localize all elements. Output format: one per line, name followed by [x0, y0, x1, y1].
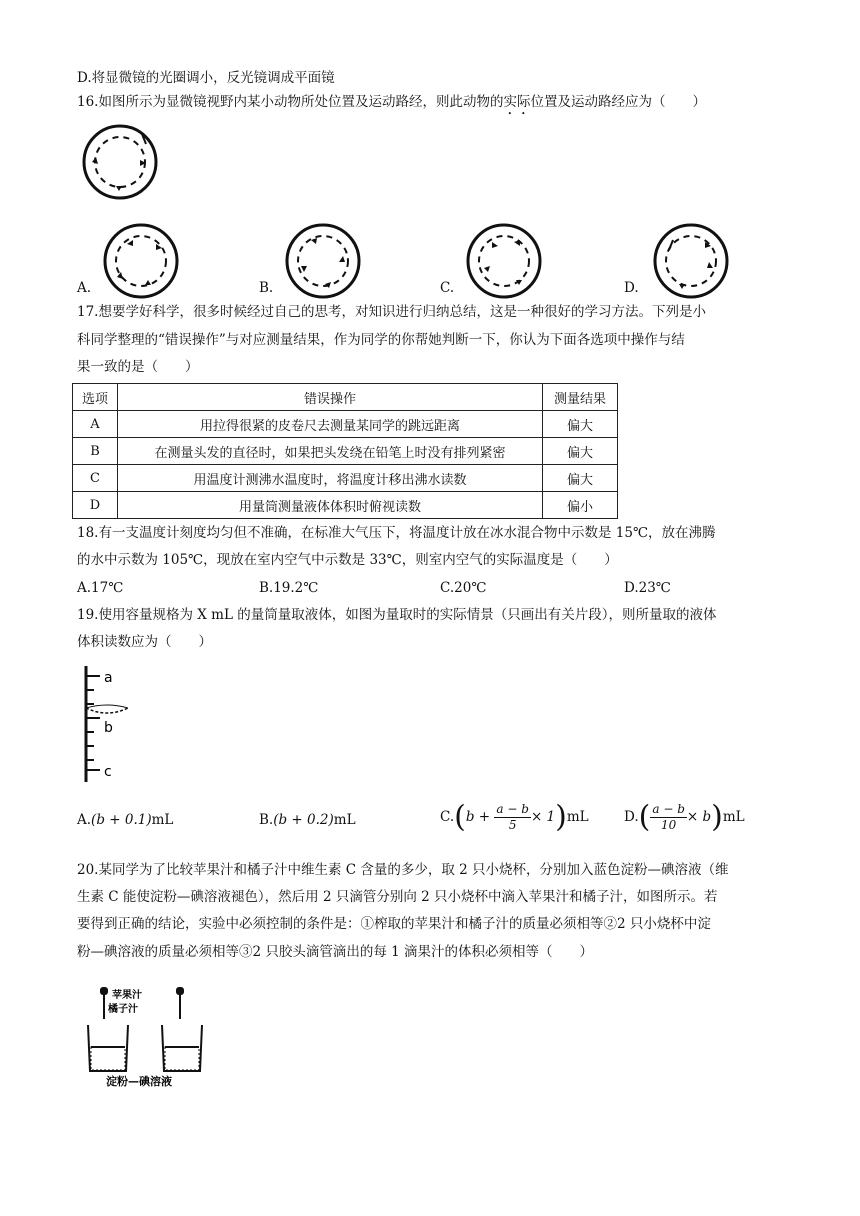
table-cell: A [73, 411, 118, 438]
q20-stem-line2: 生素 C 能使淀粉—碘溶液褪色），然后用 2 只滴管分别向 2 只小烧杯中滴入苹果汁和橘子汁，如图所示。若 [77, 889, 718, 905]
q19-option-d-numerator: a − b [652, 802, 685, 816]
table-cell: 用拉得很紧的皮卷尺去测量某同学的跳远距离 [118, 411, 543, 438]
q18-option-c[interactable]: C.20℃ [440, 580, 487, 596]
q19-option-b[interactable] [259, 812, 356, 828]
q19-option-d-denominator: 10 [660, 818, 677, 832]
q19-option-c-label: C. [440, 809, 455, 825]
q19-fig-label-c: c [104, 764, 112, 780]
table-header-option: 选项 [73, 384, 118, 411]
q16-stem-emphasis: 实际 [503, 94, 531, 110]
q19-option-c-b: b + [465, 809, 491, 825]
q20-stem-line1: 20.某同学为了比较苹果汁和橘子汁中维生素 C 含量的多少，取 2 只小烧杯，分别加入蓝色淀粉—碘溶液（维 [77, 862, 729, 878]
table-cell: 偏大 [543, 438, 618, 465]
q17-stem-line2: 科同学整理的“错误操作”与对应测量结果，作为同学的你帮她判断一下，你认为下面各选项中操作与结 [77, 332, 685, 348]
q20-label-orange-juice: 橘子汁 [108, 1004, 138, 1015]
table-cell: 偏大 [543, 411, 618, 438]
q18-option-d[interactable]: D.23℃ [624, 580, 671, 596]
q16-option-a-label[interactable]: A. [77, 280, 92, 296]
table-cell: B [73, 438, 118, 465]
q19-stem-line1: 19.使用容量规格为 X mL 的量筒量取液体，如图为量取时的实际情景（只画出有关片段），则所量取的液体 [77, 607, 717, 623]
q19-option-b-expr: (b + 0.2) [273, 812, 334, 828]
q19-option-c[interactable]: C.(b + $\frac{a - b}{5}$ × 1)mL [440, 799, 589, 835]
table-cell: 偏大 [543, 465, 618, 492]
q19-fig-label-b: b [104, 720, 113, 736]
q20-label-starch-iodine: 淀粉—碘溶液 [106, 1075, 172, 1087]
table-header-result: 测量结果 [543, 384, 618, 411]
q16-option-b-circle [283, 222, 363, 300]
q18-option-a[interactable]: A.17℃ [77, 580, 124, 596]
table-row [73, 492, 618, 519]
q20-label-apple-juice: 苹果汁 [112, 990, 142, 1001]
q19-option-c-denominator: 5 [508, 818, 517, 832]
q16-stem-suffix: 位置及运动路经应为（ ） [530, 94, 706, 110]
table-row [73, 465, 618, 492]
q16-reference-circle [80, 122, 162, 202]
q20-beaker-figure [80, 985, 210, 1087]
q16-stem [77, 92, 706, 118]
q16-option-c-circle [464, 222, 544, 300]
q19-option-c-tail: × 1 [530, 809, 556, 825]
q19-option-d-label: D. [624, 809, 639, 825]
table-cell: 偏小 [543, 492, 618, 519]
q17-stem-line1: 17.想要学好科学，很多时候经过自己的思考，对知识进行归纳总结，这是一种很好的学习方法。下列是小 [77, 304, 706, 320]
q19-option-a-expr: (b + 0.1) [91, 812, 152, 828]
q17-table [72, 383, 618, 519]
q19-option-c-unit: mL [566, 809, 589, 825]
table-cell: 用量筒测量液体体积时俯视读数 [118, 492, 543, 519]
q19-option-d-tail: × b [686, 809, 712, 825]
table-cell: 用温度计测沸水温度时，将温度计移出沸水读数 [118, 465, 543, 492]
table-row [73, 438, 618, 465]
q19-option-a-unit: mL [151, 812, 174, 828]
q18-option-b[interactable]: B.19.2℃ [259, 580, 319, 596]
q19-option-b-label: B. [259, 812, 274, 828]
q19-option-d-unit: mL [722, 809, 745, 825]
table-cell: D [73, 492, 118, 519]
q15-option-d: D.将显微镜的光圈调小，反光镜调成平面镜 [77, 70, 335, 86]
q16-option-d-circle [651, 222, 731, 300]
q18-stem-line1: 18.有一支温度计刻度均匀但不准确，在标准大气压下，将温度计放在冰水混合物中示数是 15℃，放在沸腾 [77, 525, 716, 541]
q18-stem-line2: 的水中示数为 105℃，现放在室内空气中示数是 33℃，则室内空气的实际温度是（ ） [77, 552, 618, 568]
q19-option-a-label: A. [77, 812, 92, 828]
q19-option-a[interactable] [77, 812, 173, 828]
q19-option-b-unit: mL [333, 812, 356, 828]
q16-option-c-label[interactable]: C. [440, 280, 455, 296]
table-header-operation: 错误操作 [118, 384, 543, 411]
q19-option-c-numerator: a − b [496, 802, 529, 816]
q19-cylinder-figure [82, 664, 152, 784]
q19-stem-line2: 体积读数应为（ ） [77, 634, 212, 650]
q16-option-d-label[interactable]: D. [624, 280, 639, 296]
q16-option-b-label[interactable]: B. [259, 280, 274, 296]
table-cell: 在测量头发的直径时，如果把头发绕在铅笔上时没有排列紧密 [118, 438, 543, 465]
q19-fig-label-a: a [104, 670, 113, 686]
q16-stem-prefix: 16.如图所示为显微镜视野内某小动物所处位置及运动路经，则此动物的 [77, 94, 504, 110]
table-cell: C [73, 465, 118, 492]
table-header-row [73, 384, 618, 411]
q19-option-d[interactable]: D.( $\frac{a - b}{10}$ × b)mL [624, 799, 745, 835]
q20-stem-line3: 要得到正确的结论，实验中必须控制的条件是：①榨取的苹果汁和橘子汁的质量必须相等②2 只小烧杯中淀 [77, 916, 711, 932]
q20-stem-line4: 粉—碘溶液的质量必须相等③2 只胶头滴管滴出的每 1 滴果汁的体积必须相等（ ） [77, 944, 594, 960]
q17-stem-line3: 果一致的是（ ） [77, 359, 199, 375]
table-row [73, 411, 618, 438]
q16-option-a-circle [101, 222, 181, 300]
